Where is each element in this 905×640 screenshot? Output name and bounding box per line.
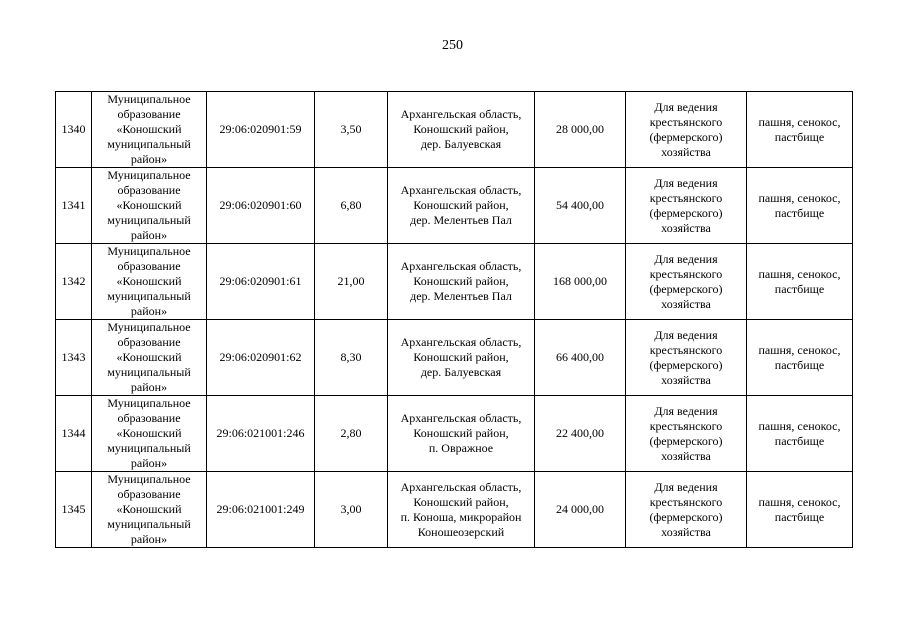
purpose-cell [626,244,747,320]
cost-cell-text: 66 400,00 [556,350,604,364]
owner-cell-line: Муниципальное [107,396,191,410]
owner-cell [92,92,207,168]
owner-cell-line: район» [130,380,168,394]
table-row [56,396,853,472]
cadastral-number-cell-text: 29:06:020901:60 [219,198,302,212]
location-cell-line: дер. Балуевская [420,365,502,379]
purpose-cell-line: Для ведения [654,175,718,190]
cost-cell [535,396,626,472]
area-cell [315,320,388,396]
location-cell-line: Коношский район, [413,494,509,509]
land-use-cell [747,320,853,396]
owner-cell [92,168,207,244]
table-row [56,472,853,548]
cadastral-number-cell [207,320,315,396]
area-cell-text: 2,80 [340,426,362,440]
row-number-cell-text: 1345 [61,502,86,516]
owner-cell-line: муниципальный [107,137,191,151]
table-row [56,244,853,320]
location-cell-line: дер. Балуевская [420,137,502,151]
area-cell [315,168,388,244]
land-use-cell-line: пастбище [774,357,825,372]
cost-cell [535,168,626,244]
land-use-cell-line: пастбище [774,433,825,448]
row-number-cell-text: 1343 [61,350,86,364]
location-cell-line: п. Коноша, микрорайон [400,509,522,524]
purpose-cell-line: крестьянского [649,114,723,129]
owner-cell-line: Муниципальное [107,92,191,106]
purpose-cell [626,92,747,168]
location-cell-line: Архангельская область, [400,479,522,494]
location-cell [388,92,535,168]
owner-cell-line: образование [117,183,181,197]
location-cell-line: Коношский район, [413,426,509,440]
owner-cell-line: район» [130,304,168,318]
location-cell [388,396,535,472]
owner-cell-line: Муниципальное [107,320,191,334]
area-cell-text: 21,00 [337,274,365,288]
cadastral-number-cell [207,168,315,244]
owner-cell-line: «Коношский [116,502,182,516]
land-registry-table [55,91,853,548]
area-cell-text: 3,00 [340,502,362,516]
purpose-cell-line: хозяйства [661,372,711,387]
location-cell [388,472,535,548]
owner-cell-line: образование [117,107,181,121]
owner-cell-line: образование [117,487,181,501]
row-number-cell [56,244,92,320]
land-use-cell-line: пастбище [774,509,825,524]
location-cell-line: Коношский район, [413,274,509,288]
owner-cell-line: «Коношский [116,122,182,136]
row-number-cell [56,396,92,472]
land-use-cell-line: пастбище [774,129,825,144]
purpose-cell-line: (фермерского) [649,357,723,372]
cost-cell [535,320,626,396]
area-cell [315,472,388,548]
purpose-cell-line: хозяйства [661,448,711,463]
owner-cell-line: образование [117,411,181,425]
cadastral-number-cell [207,472,315,548]
land-use-cell [747,92,853,168]
land-use-cell-line: пастбище [774,205,825,220]
location-cell [388,244,535,320]
row-number-cell [56,168,92,244]
purpose-cell-line: (фермерского) [649,509,723,524]
row-number-cell [56,320,92,396]
purpose-cell-line: Для ведения [654,99,718,114]
cost-cell-text: 24 000,00 [556,502,604,516]
area-cell-text: 6,80 [340,198,362,212]
cadastral-number-cell [207,396,315,472]
purpose-cell [626,396,747,472]
row-number-cell-text: 1340 [61,122,86,136]
purpose-cell-line: хозяйства [661,296,711,311]
location-cell-line: Коношеозерский [417,524,505,539]
owner-cell-line: муниципальный [107,441,191,455]
owner-cell-line: район» [130,228,168,242]
purpose-cell-line: крестьянского [649,266,723,281]
owner-cell-line: «Коношский [116,198,182,212]
cadastral-number-cell-text: 29:06:020901:59 [219,122,302,136]
purpose-cell-line: крестьянского [649,418,723,433]
cost-cell-text: 28 000,00 [556,122,604,136]
row-number-cell [56,92,92,168]
area-cell-text: 3,50 [340,122,362,136]
purpose-cell-line: крестьянского [649,190,723,205]
purpose-cell-line: Для ведения [654,251,718,266]
location-cell-line: дер. Мелентьев Пал [410,213,512,227]
location-cell-line: Коношский район, [413,198,509,212]
land-use-cell-line: пашня, сенокос, [758,342,841,357]
row-number-cell [56,472,92,548]
cadastral-number-cell-text: 29:06:020901:62 [219,350,302,364]
land-use-cell [747,396,853,472]
cadastral-number-cell-text: 29:06:020901:61 [219,274,302,288]
owner-cell-line: «Коношский [116,426,182,440]
cost-cell [535,244,626,320]
purpose-cell-line: крестьянского [649,342,723,357]
purpose-cell-line: крестьянского [649,494,723,509]
owner-cell-line: образование [117,259,181,273]
land-use-cell [747,472,853,548]
purpose-cell [626,320,747,396]
owner-cell [92,472,207,548]
land-use-cell-line: пастбище [774,281,825,296]
owner-cell-line: «Коношский [116,350,182,364]
owner-cell-line: Муниципальное [107,168,191,182]
cadastral-number-cell [207,92,315,168]
purpose-cell-line: хозяйства [661,524,711,539]
location-cell-line: Архангельская область, [400,259,522,273]
purpose-cell-line: хозяйства [661,220,711,235]
land-use-cell-line: пашня, сенокос, [758,190,841,205]
purpose-cell [626,472,747,548]
land-use-cell-line: пашня, сенокос, [758,494,841,509]
table-row [56,168,853,244]
cost-cell-text: 22 400,00 [556,426,604,440]
land-use-cell [747,244,853,320]
owner-cell [92,320,207,396]
owner-cell-line: муниципальный [107,213,191,227]
cost-cell-text: 54 400,00 [556,198,604,212]
location-cell-line: Архангельская область, [400,335,522,349]
owner-cell-line: образование [117,335,181,349]
area-cell-text: 8,30 [340,350,362,364]
location-cell-line: Архангельская область, [400,107,522,121]
land-use-cell-line: пашня, сенокос, [758,114,841,129]
purpose-cell-line: (фермерского) [649,281,723,296]
table-body [56,92,853,548]
land-use-cell-line: пашня, сенокос, [758,418,841,433]
owner-cell-line: муниципальный [107,289,191,303]
table-row [56,320,853,396]
owner-cell [92,244,207,320]
table-row [56,92,853,168]
owner-cell [92,396,207,472]
owner-cell-line: район» [130,456,168,470]
cost-cell [535,92,626,168]
cost-cell [535,472,626,548]
location-cell-line: Архангельская область, [400,183,522,197]
location-cell-line: Коношский район, [413,350,509,364]
cadastral-number-cell [207,244,315,320]
row-number-cell-text: 1344 [61,426,86,440]
purpose-cell [626,168,747,244]
owner-cell-line: «Коношский [116,274,182,288]
owner-cell-line: район» [130,532,168,546]
location-cell-line: Коношский район, [413,122,509,136]
page-number: 250 [442,38,463,53]
area-cell [315,92,388,168]
owner-cell-line: муниципальный [107,365,191,379]
location-cell [388,320,535,396]
purpose-cell-line: (фермерского) [649,129,723,144]
purpose-cell-line: Для ведения [654,327,718,342]
location-cell-line: Архангельская область, [400,411,522,425]
area-cell [315,244,388,320]
cost-cell-text: 168 000,00 [553,274,607,288]
owner-cell-line: Муниципальное [107,244,191,258]
land-use-cell-line: пашня, сенокос, [758,266,841,281]
purpose-cell-line: Для ведения [654,403,718,418]
row-number-cell-text: 1341 [61,198,86,212]
area-cell [315,396,388,472]
location-cell [388,168,535,244]
owner-cell-line: район» [130,152,168,166]
cadastral-number-cell-text: 29:06:021001:246 [216,426,305,440]
purpose-cell-line: Для ведения [654,479,718,494]
owner-cell-line: муниципальный [107,517,191,531]
purpose-cell-line: (фермерского) [649,433,723,448]
location-cell-line: п. Овражное [428,441,494,455]
owner-cell-line: Муниципальное [107,472,191,486]
row-number-cell-text: 1342 [61,274,86,288]
location-cell-line: дер. Мелентьев Пал [410,289,512,303]
land-use-cell [747,168,853,244]
purpose-cell-line: хозяйства [661,144,711,159]
purpose-cell-line: (фермерского) [649,205,723,220]
cadastral-number-cell-text: 29:06:021001:249 [216,502,305,516]
